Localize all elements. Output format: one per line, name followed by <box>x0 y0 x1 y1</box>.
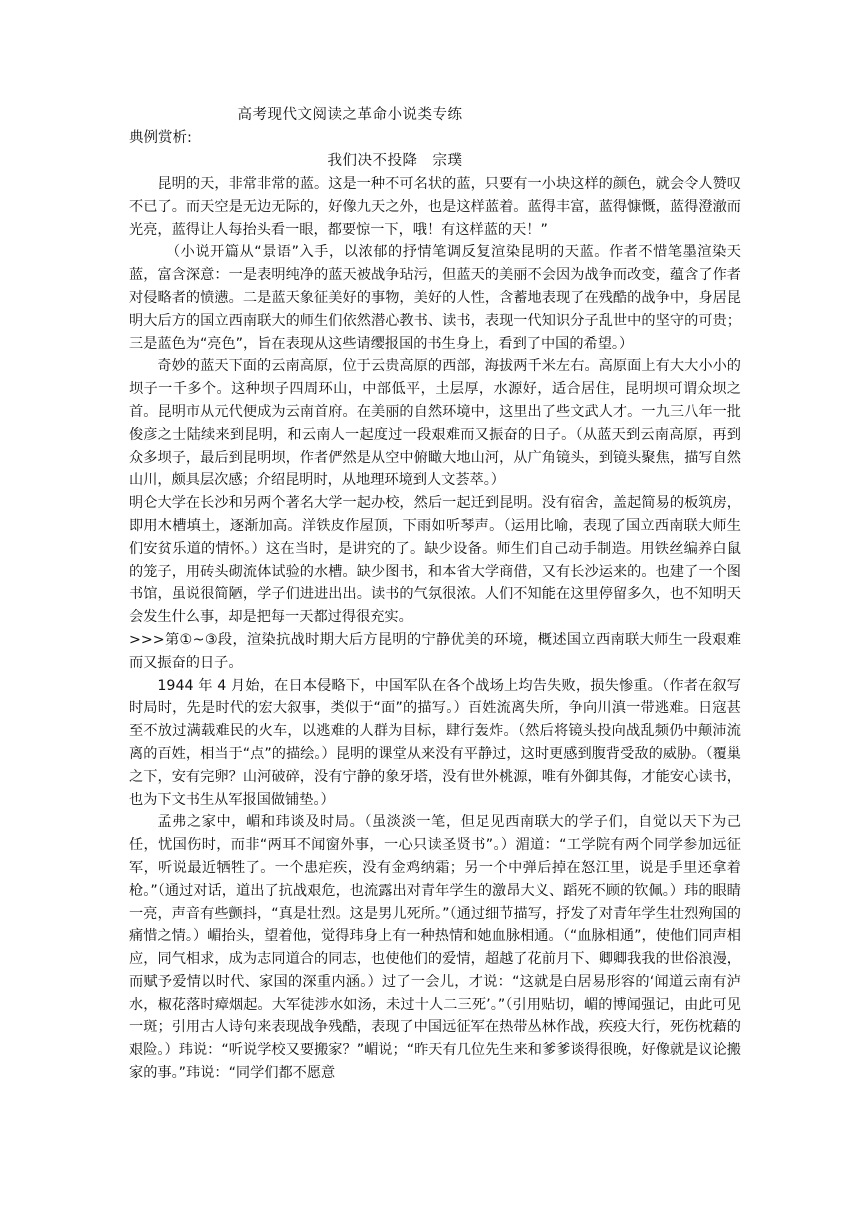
paragraph-6: 孟弗之家中，嵋和玮谈及时局。（虽淡淡一笔，但足见西南联大的学子们，自觉以天下为己任，忧国伤时，而非“两耳不闻窗外事，一心只读圣贤书”。）湄道：“工学院有两个同学参加远征军，听说最近牺牲了。一个患疟疾，没有金鸡纳霜；另一个中弹后掉在怒江里，说是手里还拿着枪。”（通过对话，道出了抗战艰危，也流露出对青年学生的激昂大义、蹈死不顾的钦佩。）玮的眼睛一亮，声音有些颤抖，“真是壮烈。这是男儿死所。”（通过细节描写，抒发了对青年学生壮烈殉国的痛惜之情。）嵋抬头，望着他，觉得玮身上有一种热情和她血脉相通。（“血脉相通”，使他们同声相应，同气相求，成为志同道合的同志，也使他们的爱情，超越了花前月下、卿卿我我的世俗浪漫，而赋予爱情以时代、家国的深重内涵。）过了一会儿，才说：“这就是白居易形容的‘闻道云南有泸水，椒花落时瘴烟起。大军徒涉水如汤，未过十人二三死’。”（引用贴切，嵋的博闻强记，由此可见一斑；引用古人诗句来表现战争残酷，表现了中国远征军在热带丛林作战，疾疫大行，死伤枕藉的艰险。）玮说：“听说学校又要搬家？”嵋说；“昨天有几位先生来和爹爹谈得很晚，好像就是议论搬家的事。”玮说：“同学们都不愿意 <box>129 814 741 1082</box>
document-title: 高考现代文阅读之革命小说类专练 <box>237 107 463 123</box>
paragraph-3: 奇妙的蓝天下面的云南高原，位于云贵高原的西部，海拔两千米左右。高原面上有大大小小的坝子一千多个。这种坝子四周环山，中部低平，土层厚，水源好，适合居住，昆明坝可谓众坝之首。昆明市从元代便成为云南首府。在美丽的自然环境中，这里出了些文武人才。一九三八年一批俊彦之士陆续来到昆明，和云南人一起度过一段艰难而又振奋的日子。（从蓝天到云南高原，再到众多坝子，最后到昆明坝，作者俨然是从空中俯瞰大地山河，从广角镜头，到镜头聚焦，描写自然山川，颇具层次感；介绍昆明时，从地理环境到人文荟萃。） <box>129 358 741 489</box>
document-body <box>129 173 741 1085</box>
section-summary: >>>第①~③段，渲染抗战时期大后方昆明的宁静优美的环境，概述国立西南联大师生一段艰难而又振奋的日子。 <box>129 631 741 671</box>
paragraph-1: 昆明的天，非常非常的蓝。这是一种不可名状的蓝，只要有一小块这样的颜色，就会令人赞叹不已了。而天空是无边无际的，好像九天之外，也是这样蓝着。蓝得丰富，蓝得慷慨，蓝得澄澈而光亮，蓝得让人每抬头看一眼，都要惊一下，哦！有这样蓝的天！” <box>129 176 741 238</box>
story-title: 我们决不投降 宗璞 <box>327 153 463 169</box>
paragraph-4: 明仑大学在长沙和另两个著名大学一起办校，然后一起迁到昆明。没有宿舍，盖起简易的板筑房，即用木槽填土，逐渐加高。洋铁皮作屋顶，下雨如听琴声。（运用比喻，表现了国立西南联大师生们安贫乐道的情怀。）这在当时，是讲究的了。缺少设备。师生们自己动手制造。用铁丝编养白鼠的笼子，用砖头砌流体试验的水槽。缺少图书，和本省大学商借，又有长沙运来的。也建了一个图书馆，虽说很简陋，学子们进进出出。读书的气氛很浓。人们不知能在这里停留多久，也不知明天会发生什么事，却是把每一天都过得很充实。 <box>129 495 741 626</box>
paragraph-2-annotation: （小说开篇从“景语”入手，以浓郁的抒情笔调反复渲染昆明的天蓝。作者不惜笔墨渲染天蓝，富含深意：一是表明纯净的蓝天被战争玷污，但蓝天的美丽不会因为战争而改变，蕴含了作者对侵略者的愤懑。二是蓝天象征美好的事物，美好的人性，含蓄地表现了在残酷的战争中，身居昆明大后方的国立西南联大的师生们依然潜心教书、读书，表现一代知识分子乱世中的坚守的可贵；三是蓝色为“亮色”，旨在表现从这些请缨报国的书生身上，看到了中国的希望。） <box>129 244 741 352</box>
paragraph-5: 1944 年 4 月始，在日本侵略下，中国军队在各个战场上均告失败，损失惨重。（作者在叙写时局时，先是时代的宏大叙事，类似于“面”的描写。）百姓流离失所，争向川滇一带逃难。日寇甚至不放过满载难民的火车，以逃难的人群为目标，肆行轰炸。（然后将镜头投向战乱频仍中颠沛流离的百姓，相当于“点”的描绘。）昆明的课堂从来没有平静过，这时更感到腹背受敌的威胁。（覆巢之下，安有完卵？山河破碎，没有宁静的象牙塔，没有世外桃源，唯有外御其侮，才能安心读书，也为下文书生从军报国做铺垫。） <box>129 677 741 808</box>
section-label: 典例赏析: <box>129 130 192 146</box>
